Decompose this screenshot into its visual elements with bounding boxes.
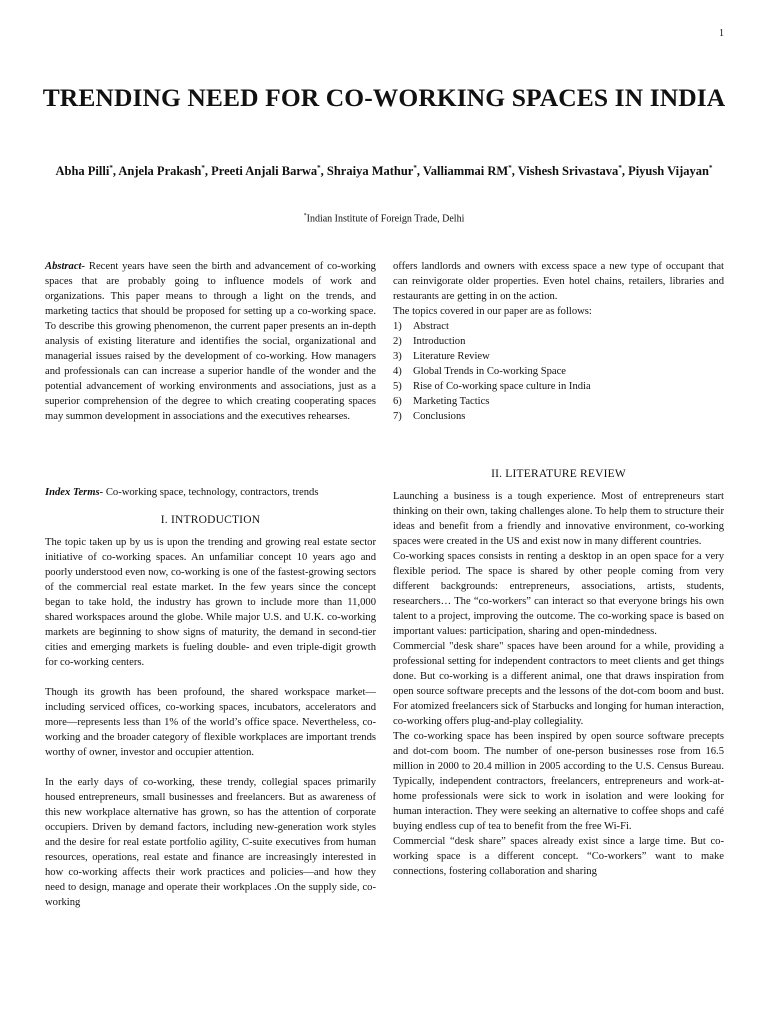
author: Vishesh Srivastava*, xyxy=(517,164,629,179)
abstract-text: Recent years have seen the birth and advancement of co-working spaces that are probably going to influence models of work and organizations. This paper means to through a light on the trends, and marketing tactics that should be proposed for setting up a co-working space. To describe this growing phenomenon, the current paper presents an in-depth analysis of existing literature and identifies the social, organizational and managerial issues raised by the development of co-working. How managers and professionals can can increase a superior handle of the wonder and the potential advancement of working environments and associations, just as a superior comprehension of the degree to which creating cooperating spaces may summon development in associations and the executives rehearses. xyxy=(45,261,376,422)
list-item: 7) Conclusions xyxy=(393,411,466,422)
abstract xyxy=(45,259,376,424)
intro-paragraph: In the early days of co-working, these trendy, collegial spaces primarily housed entrepreneurs, small businesses and freelancers. But as awareness of this new workplace alternative has grown, so has the attention of corporate occupiers. Driven by demand factors, including new-generation work styles and the desire for real estate portfolio agility, C-suite executives from human resources, operations, real estate and finance are increasingly interested in how co-working affects their work practices and policies—and how they need to design, manage and operate their workplaces .On the supply side, co-working xyxy=(45,777,376,908)
introduction-section xyxy=(45,513,376,910)
index-terms xyxy=(45,485,376,500)
intro-paragraph: Though its growth has been profound, the shared workspace market—including serviced offices, co-working spaces, incubators, accelerators and more—represents less than 1% of the world’s office space. Nevertheless, co-working and the broader category of flexible workplaces are important trends worthy of owner, investor and occupier attention. xyxy=(45,687,376,758)
literature-review-section xyxy=(393,467,724,879)
index-terms-text: Co-working space, technology, contractors, trends xyxy=(105,487,319,498)
list-item: 4) Global Trends in Co-working Space xyxy=(393,366,567,377)
topics-list xyxy=(393,319,724,424)
author: Abha Pilli*, xyxy=(55,164,119,179)
list-item: 5) Rise of Co-working space culture in India xyxy=(393,381,591,392)
affiliation: *Indian Institute of Foreign Trade, Delhi xyxy=(303,213,465,225)
lit-paragraph: Launching a business is a tough experience. Most of entrepreneurs start thinking on their own, taking challenges alone. To help them to structure their ideas and benefit from a friendly and innovative environment, co-working spaces were created in the US and exist now in many different countries. xyxy=(393,491,724,547)
list-item: 3) Literature Review xyxy=(393,351,490,362)
abstract-label: Abstract- xyxy=(45,261,86,272)
topics-intro: The topics covered in our paper are as follows: xyxy=(393,306,592,317)
lit-paragraph: The co-working space has been inspired by open source software precepts and dot-com boom. The number of one-person businesses rose from 16.5 million in 2000 to 20.4 million in 2005 according to the U.S. Census Bureau. Typically, independent contractors, freelancers, entrepreneurs and work-at-home professionals were sick to work in isolation and were looking for human interaction. They were seeking an alternative to coffee shops and café buying endless cup of tea to benefit from the free Wi-Fi. xyxy=(393,731,724,832)
index-terms-label: Index Terms- xyxy=(45,487,104,498)
introduction-heading: I. INTRODUCTION xyxy=(160,514,261,526)
list-item: 2) Introduction xyxy=(393,336,466,347)
list-item: 1) Abstract xyxy=(393,321,449,332)
lit-paragraph: Commercial “desk share” spaces already exist since a large time. But co-working space is a different concept. “Co-workers” want to make connections, fostering collaboration and sharing xyxy=(393,836,724,877)
intro-continuation xyxy=(393,259,724,424)
author: Valliammai RM*, xyxy=(422,164,518,179)
author: Preeti Anjali Barwa*, xyxy=(211,164,327,179)
paper-title: TRENDING NEED FOR CO-WORKING SPACES IN INDIA xyxy=(42,83,726,112)
author: Piyush Vijayan* xyxy=(628,164,713,179)
page-number: 1 xyxy=(719,28,724,39)
author: Shraiya Mathur*, xyxy=(326,164,423,179)
intro-continuation-text: offers landlords and owners with excess space a new type of occupant that can reinvigorate older properties. Even hotel chains, retailers, libraries and restaurants are getting in on the action. xyxy=(393,261,724,302)
author-list xyxy=(40,160,728,180)
literature-review-heading: II. LITERATURE REVIEW xyxy=(491,468,626,480)
intro-paragraph: The topic taken up by us is upon the trending and growing real estate sector initiative of co-working spaces. An unfamiliar concept 10 years ago and poorly understood even now, co-working is one of the fastest-growing sectors of the commercial real estate market. In the few years since the concept began to take hold, the industry has grown to include more than 11,000 shared workspaces around the globe. While major U.S. and U.K. co-working markets are beginning to show signs of maturity, the demand in second-tier cities and emerging markets is fueling double- and even triple-digit growth for co-working centers. xyxy=(45,537,376,668)
author: Anjela Prakash*, xyxy=(118,164,212,179)
lit-paragraph: Commercial "desk share" spaces have been around for a while, providing a professional setting for independent contractors to meet clients and get things done. But co-working is a different animal, one that draws inspiration from open source software precepts and the lessons of the dot-com boom and bust. For atomized freelancers sick of Starbucks and longing for human interaction, co-working offers plug-and-play collegiality. xyxy=(393,641,724,727)
list-item: 6) Marketing Tactics xyxy=(393,396,490,407)
lit-paragraph: Co-working spaces consists in renting a desktop in an open space for a very flexible period. The space is shared by other people coming from very different backgrounds: entrepreneurs, associations, artists, students, researchers… The “co-workers” can interact so that everyone brings his own talent to a project, improving the outcome. The co-working space is based on important values: participation, sharing and open-mindedness. xyxy=(393,551,724,637)
